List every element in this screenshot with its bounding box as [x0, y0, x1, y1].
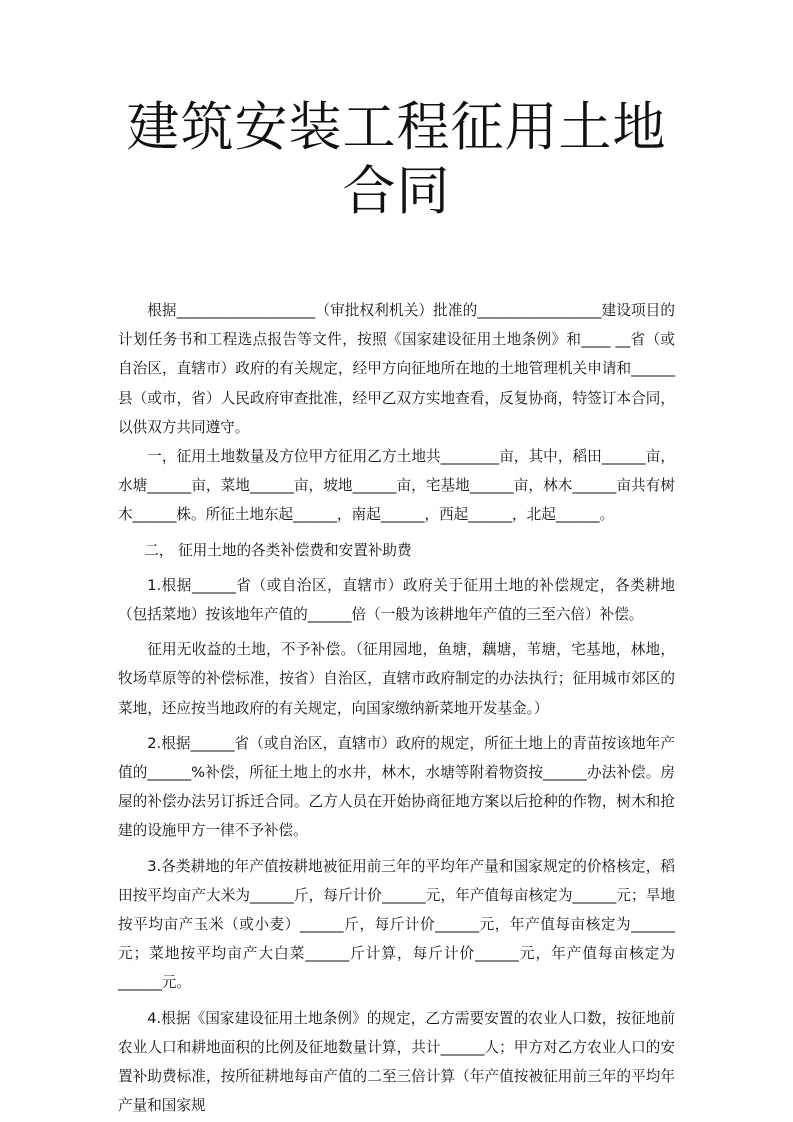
- document-title: [118, 0, 675, 224]
- contract-body: [118, 296, 675, 1120]
- clause-2-1-note-paragraph: 征用无收益的土地，不予补偿。（征用园地，鱼塘，藕塘，苇塘，宅基地，林地，牧场草原等的补偿标准，按省）自治区，直辖市政府制定的办法执行；征用城市郊区的菜地，还应按当地政府的有关规定，向国家缴纳新菜地开发基金。）: [118, 641, 675, 717]
- title-line-1: 建筑安装工程征用土地: [126, 97, 667, 158]
- intro-paragraph: 根据___________________（审批权利机关）批准的_________________建设项目的计划任务书和工程选点报告等文件，按照《国家建设征用土地条例》和____ __省（或自治区，直辖市）政府的有关规定，经甲方向征地所在地的土地管理机关申请和______县（或市，省）人民政府审查批准，经甲乙双方实地查看，反复协商，特签订本合同，以供双方共同遵守。: [118, 302, 675, 436]
- clause-2-2-paragraph: 2.根据______省（或自治区，直辖市）政府的规定，所征土地上的青苗按该地年产值的______%补偿，所征土地上的水井，林木，水塘等附着物资按______办法补偿。房屋的补偿办法另订拆迁合同。乙方人员在开始协商征地方案以后抢种的作物，树木和抢建的设施甲方一律不予补偿。: [118, 734, 675, 840]
- section-2-heading: 二， 征用土地的各类补偿费和安置补助费: [144, 541, 412, 559]
- clause-2-1-paragraph: 1.根据______省（或自治区，直辖市）政府关于征用土地的补偿规定，各类耕地（包括菜地）按该地年产值的______倍（一般为该耕地年产值的三至六倍）补偿。: [118, 576, 675, 624]
- clause-2-3-paragraph: 3.各类耕地的年产值按耕地被征用前三年的平均年产量和国家规定的价格核定，稻田按平均亩产大米为______斤，每斤计价______元，年产值每亩核定为______元；旱地按平均亩产玉米（或小麦）______斤，每斤计价______元，年产值每亩核定为______元；菜地按平均亩产大白菜______斤计算，每斤计价______元，年产值每亩核定为______元。: [118, 857, 675, 992]
- title-line-2: 合同: [342, 161, 451, 222]
- section-1-paragraph: 一，征用土地数量及方位甲方征用乙方土地共________亩，其中，稻田______亩，水塘______亩，菜地______亩，坡地______亩，宅基地______亩，林木______亩共有树木______株。所征土地东起______，南起______，西起______，北起______。: [118, 448, 675, 524]
- clause-2-4-paragraph: 4.根据《国家建设征用土地条例》的规定，乙方需要安置的农业人口数，按征地前农业人口和耕地面积的比例及征地数量计算，共计______人；甲方对乙方农业人口的安置补助费标准，按所征耕地每亩产值的二至三倍计算（年产值按被征用前三年的平均年产量和国家规: [118, 1009, 675, 1115]
